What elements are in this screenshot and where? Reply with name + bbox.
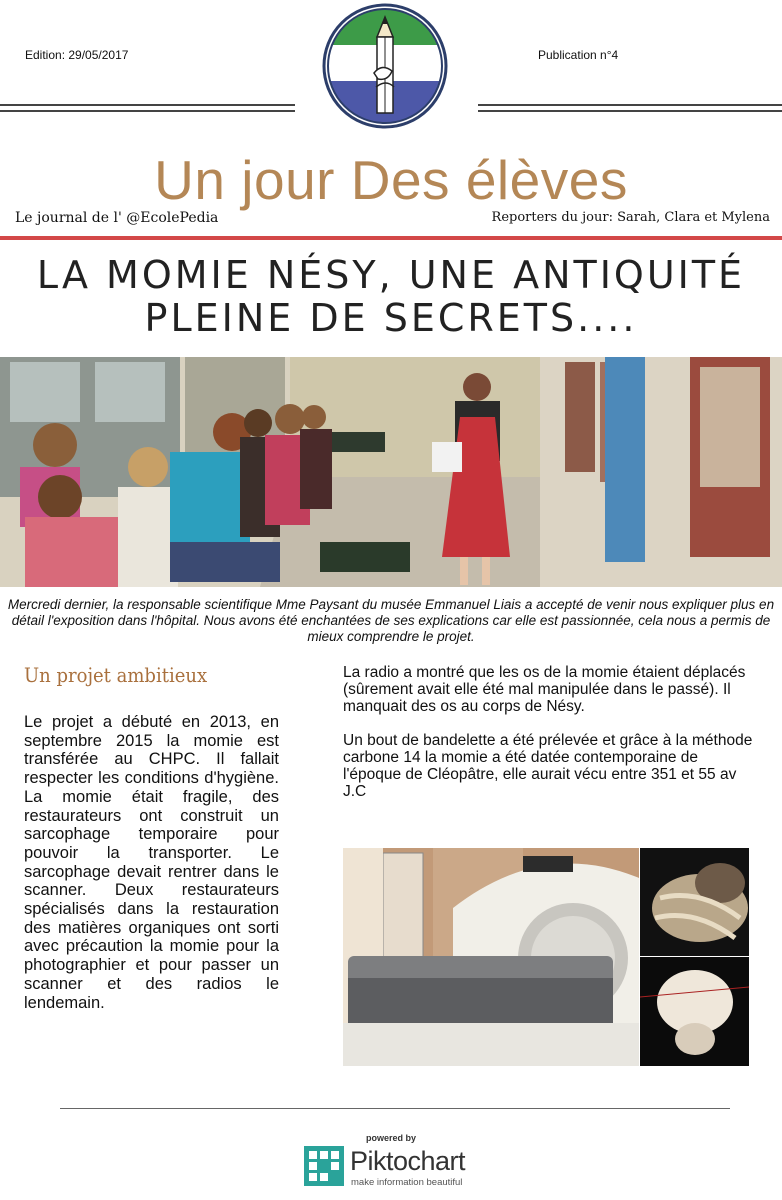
right-paragraph-1: La radio a montré que les os de la momie étaient déplacés (sûrement avait elle été mal manipulée dans le passé). Il manquait des os au corps de Nésy. [343,664,746,715]
headline-line-1: LA MOMIE NÉSY, UNE ANTIQUITÉ [36,253,746,297]
right-column [343,664,753,817]
scanner-photo [343,848,639,1066]
reporters-line: Reporters du jour: Sarah, Clara et Mylena [491,210,770,225]
section-title: Un projet ambitieux [24,663,208,687]
classroom-photo [0,357,782,587]
photo-caption: Mercredi dernier, la responsable scientifique Mme Paysant du musée Emmanuel Liais a accepté de venir nous expliquer plus en détail l'exposition dans l'hôpital. Nous avons été enchantées de ses explications car elle est passionnée, cela nous a permis de mieux comprendre le projet. [7,597,775,644]
headline-line-2: PLEINE DE SECRETS.... [144,296,638,340]
pencil-logo-icon [322,3,448,129]
right-paragraph-2: Un bout de bandelette a été prélevée et grâce à la méthode carbone 14 la momie a été datée contemporaine de l'époque de Cléopâtre, elle aurait vécu entre 351 et 55 av J.C [343,732,753,800]
mummy-wrapped-photo [640,848,749,956]
mummy-skull-scan-photo [640,957,749,1066]
piktochart-logo-icon [304,1146,344,1186]
header-rule-left [0,104,295,112]
article-headline [0,254,782,340]
powered-by-label: powered by [365,1133,416,1143]
edition-date: Edition: 29/05/2017 [25,48,129,62]
piktochart-tagline: make information beautiful [351,1177,463,1188]
header-red-rule [0,236,782,240]
header-rule-right [478,104,782,112]
newspaper-title: Un jour Des élèves [154,149,628,211]
left-column-text: Le projet a débuté en 2013, en septembre 2015 la momie est transférée au CHPC. Il fallait respecter les conditions d'hygiène. La momie était fragile, des restaurateurs ont construit un sarcophage temporaire pour pouvoir la transporter. Le sarcophage devait rentrer dans le scanner. Deux restaurateurs spécialisés dans la restauration des matières organiques ont sorti avec précaution la momie pour la photographier et pour passer un scanner et des radios le lendemain. [24,713,279,1012]
newspaper-tagline: Le journal de l' @EcolePedia [15,210,219,226]
footer-rule [60,1108,730,1109]
piktochart-brand: Piktochart [350,1146,466,1176]
publication-number: Publication n°4 [538,48,619,62]
